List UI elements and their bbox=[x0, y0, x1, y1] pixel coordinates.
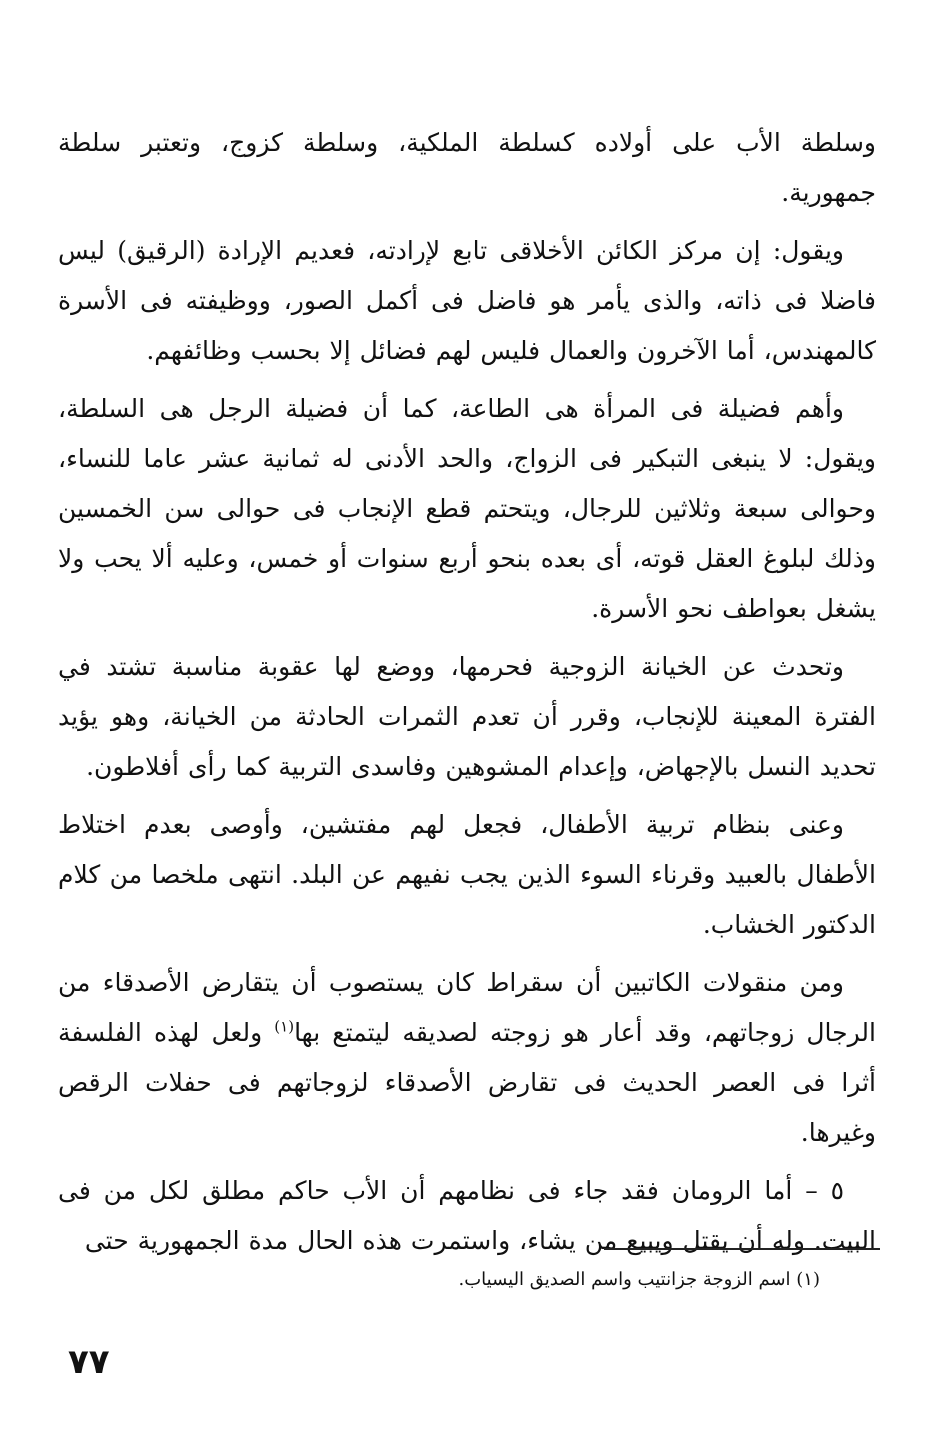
footnote-divider bbox=[604, 1248, 880, 1250]
paragraph-6 bbox=[58, 958, 876, 1158]
paragraph-3: وأهم فضيلة فى المرأة هى الطاعة، كما أن فضيلة الرجل هى السلطة، ويقول: لا ينبغى التبكير فى الزواج، والحد الأدنى له ثمانية عشر عاما للنساء، وحوالى سبعة وثلاثين للرجال، ويتحتم قطع الإنجاب فى حوالى سن الخمسين وذلك لبلوغ العقل قوته، أى بعده بنحو أربع سنوات أو خمس، وعليه ألا يحب ولا يشغل بعواطف نحو الأسرة. bbox=[58, 394, 876, 623]
paragraph-2: ويقول: إن مركز الكائن الأخلاقى تابع لإرادته، فعديم الإرادة (الرقيق) ليس فاضلا فى ذاته، والذى يأمر هو فاضل فى أكمل الصور، ووظيفته فى الأسرة كالمهندس، أما الآخرون والعمال فليس لهم فضائل إلا بحسب وظائفهم. bbox=[58, 236, 876, 365]
paragraph-4: وتحدث عن الخيانة الزوجية فحرمها، ووضع لها عقوبة مناسبة تشتد في الفترة المعينة للإنجاب، وقرر أن تعدم الثمرات الحادثة من الخيانة، وهو يؤيد تحديد النسل بالإجهاض، وإعدام المشوهين وفاسدى التربية كما رأى أفلاطون. bbox=[58, 652, 876, 781]
body-text bbox=[58, 118, 876, 1274]
paragraph-6-text-a: ومن منقولات الكاتبين أن سقراط كان يستصوب أن يتقارض الأصدقاء من الرجال زوجاتهم، وقد أعار هو زوجته لصديقه ليتمتع بها bbox=[58, 968, 876, 1047]
page-number: ٧٧ bbox=[68, 1342, 110, 1382]
paragraph-1: وسلطة الأب على أولاده كسلطة الملكية، وسلطة كزوج، وتعتبر سلطة جمهورية. bbox=[58, 128, 876, 207]
paragraph-6-text-b: ولعل لهذه الفلسفة أثرا فى العصر الحديث فى تقارض الأصدقاء لزوجاتهم فى حفلات الرقص وغيرها. bbox=[58, 1018, 876, 1147]
footnote: (١) اسم الزوجة جزانتيب واسم الصديق اليسياب. bbox=[458, 1269, 820, 1290]
paragraph-7: ٥ – أما الرومان فقد جاء فى نظامهم أن الأب حاكم مطلق لكل من فى البيت. وله أن يقتل ويبيع من يشاء، واستمرت هذه الحال مدة الجمهورية حتى bbox=[58, 1176, 876, 1255]
paragraph-5: وعنى بنظام تربية الأطفال، فجعل لهم مفتشين، وأوصى بعدم اختلاط الأطفال بالعبيد وقرناء السوء الذين يجب نفيهم عن البلد. انتهى ملخصا من كلام الدكتور الخشاب. bbox=[58, 810, 876, 939]
footnote-reference: (١) bbox=[274, 1017, 295, 1036]
